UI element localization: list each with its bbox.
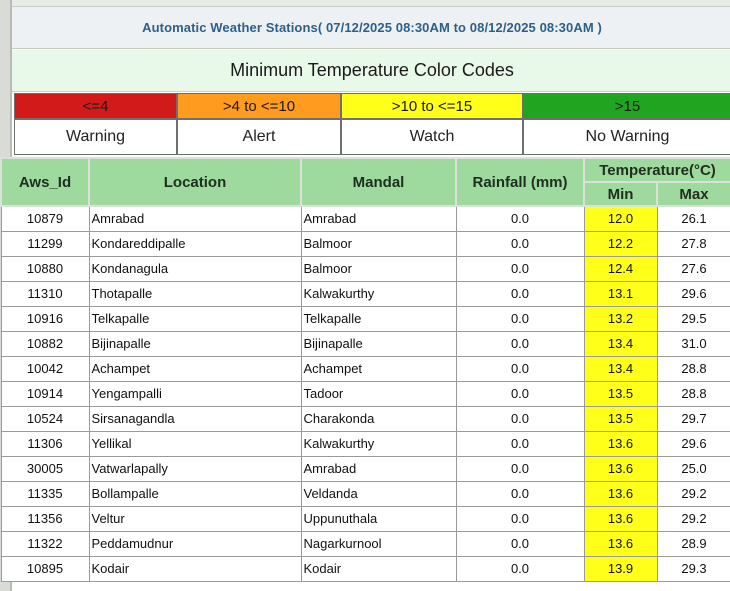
cell-rainfall: 0.0 [456,306,584,331]
table-row [1,556,730,581]
cell-max-temp: 29.5 [657,306,730,331]
code-range-no-warning: >15 [523,93,730,119]
table-row [1,381,730,406]
cell-max-temp: 29.7 [657,406,730,431]
cell-rainfall: 0.0 [456,356,584,381]
cell-max-temp: 28.8 [657,381,730,406]
table-row [1,281,730,306]
color-code-row [14,93,730,119]
table-row [1,406,730,431]
cell-min-temp: 13.6 [584,531,657,556]
cell-aws-id: 11335 [1,481,89,506]
cell-aws-id: 10524 [1,406,89,431]
cell-location: Amrabad [89,206,301,231]
header-min: Min [584,182,657,206]
cell-mandal: Nagarkurnool [301,531,456,556]
cell-aws-id: 10882 [1,331,89,356]
cell-location: Kondareddipalle [89,231,301,256]
cell-mandal: Bijinapalle [301,331,456,356]
cell-location: Peddamudnur [89,531,301,556]
cell-location: Yengampalli [89,381,301,406]
cell-location: Bijinapalle [89,331,301,356]
code-range-warning: <=4 [14,93,177,119]
table-row [1,481,730,506]
cell-min-temp: 12.0 [584,206,657,231]
cell-max-temp: 29.6 [657,281,730,306]
cell-location: Thotapalle [89,281,301,306]
cell-location: Vatwarlapally [89,456,301,481]
cell-max-temp: 31.0 [657,331,730,356]
cell-aws-id: 10880 [1,256,89,281]
cell-rainfall: 0.0 [456,431,584,456]
table-row [1,206,730,231]
page-title: Automatic Weather Stations( 07/12/2025 08:30AM to 08/12/2025 08:30AM ) [142,20,602,35]
cell-rainfall: 0.0 [456,556,584,581]
header-location: Location [89,158,301,206]
header-aws-id: Aws_Id [1,158,89,206]
cell-location: Kondanagula [89,256,301,281]
table-row [1,231,730,256]
cell-mandal: Tadoor [301,381,456,406]
table-row [1,306,730,331]
cell-mandal: Kodair [301,556,456,581]
cell-mandal: Charakonda [301,406,456,431]
cell-mandal: Achampet [301,356,456,381]
weather-table [0,157,730,582]
cell-rainfall: 0.0 [456,531,584,556]
table-body [1,206,730,581]
top-strip [12,0,730,7]
cell-location: Sirsanagandla [89,406,301,431]
cell-rainfall: 0.0 [456,256,584,281]
cell-min-temp: 13.1 [584,281,657,306]
cell-aws-id: 11299 [1,231,89,256]
cell-mandal: Veldanda [301,481,456,506]
cell-min-temp: 13.2 [584,306,657,331]
cell-aws-id: 10916 [1,306,89,331]
page-header [12,7,730,49]
cell-aws-id: 10895 [1,556,89,581]
table-row [1,356,730,381]
table-row [1,431,730,456]
legend-title: Minimum Temperature Color Codes [230,60,514,80]
cell-rainfall: 0.0 [456,481,584,506]
cell-mandal: Amrabad [301,456,456,481]
cell-location: Veltur [89,506,301,531]
cell-rainfall: 0.0 [456,331,584,356]
code-label-no-warning: No Warning [523,119,730,155]
header-rainfall: Rainfall (mm) [456,158,584,206]
cell-max-temp: 27.8 [657,231,730,256]
cell-max-temp: 29.3 [657,556,730,581]
cell-mandal: Telkapalle [301,306,456,331]
cell-min-temp: 13.6 [584,481,657,506]
cell-min-temp: 13.9 [584,556,657,581]
cell-min-temp: 13.6 [584,456,657,481]
cell-location: Yellikal [89,431,301,456]
cell-location: Achampet [89,356,301,381]
cell-rainfall: 0.0 [456,506,584,531]
cell-max-temp: 25.0 [657,456,730,481]
cell-min-temp: 12.2 [584,231,657,256]
code-label-alert: Alert [177,119,341,155]
cell-min-temp: 13.6 [584,431,657,456]
cell-rainfall: 0.0 [456,406,584,431]
cell-aws-id: 11322 [1,531,89,556]
cell-max-temp: 28.9 [657,531,730,556]
cell-rainfall: 0.0 [456,281,584,306]
cell-min-temp: 13.4 [584,356,657,381]
cell-aws-id: 10879 [1,206,89,231]
code-range-watch: >10 to <=15 [341,93,523,119]
cell-location: Bollampalle [89,481,301,506]
table-row [1,456,730,481]
table-row [1,256,730,281]
header-mandal: Mandal [301,158,456,206]
legend-title-bar [12,50,730,92]
cell-rainfall: 0.0 [456,456,584,481]
cell-max-temp: 29.2 [657,481,730,506]
code-label-warning: Warning [14,119,177,155]
cell-mandal: Amrabad [301,206,456,231]
cell-min-temp: 13.5 [584,381,657,406]
header-max: Max [657,182,730,206]
cell-location: Telkapalle [89,306,301,331]
cell-mandal: Balmoor [301,231,456,256]
cell-aws-id: 11306 [1,431,89,456]
cell-max-temp: 26.1 [657,206,730,231]
cell-aws-id: 11356 [1,506,89,531]
cell-max-temp: 29.2 [657,506,730,531]
cell-max-temp: 29.6 [657,431,730,456]
cell-aws-id: 10914 [1,381,89,406]
color-label-row [14,119,730,155]
header-temperature: Temperature(°C) [584,158,730,182]
cell-mandal: Kalwakurthy [301,281,456,306]
cell-aws-id: 11310 [1,281,89,306]
cell-min-temp: 13.5 [584,406,657,431]
cell-max-temp: 28.8 [657,356,730,381]
code-range-alert: >4 to <=10 [177,93,341,119]
table-row [1,331,730,356]
cell-min-temp: 13.6 [584,506,657,531]
table-row [1,531,730,556]
cell-mandal: Uppunuthala [301,506,456,531]
cell-mandal: Kalwakurthy [301,431,456,456]
cell-min-temp: 13.4 [584,331,657,356]
cell-rainfall: 0.0 [456,231,584,256]
cell-aws-id: 30005 [1,456,89,481]
cell-min-temp: 12.4 [584,256,657,281]
cell-rainfall: 0.0 [456,206,584,231]
cell-max-temp: 27.6 [657,256,730,281]
cell-mandal: Balmoor [301,256,456,281]
table-row [1,506,730,531]
cell-aws-id: 10042 [1,356,89,381]
cell-rainfall: 0.0 [456,381,584,406]
cell-location: Kodair [89,556,301,581]
code-label-watch: Watch [341,119,523,155]
